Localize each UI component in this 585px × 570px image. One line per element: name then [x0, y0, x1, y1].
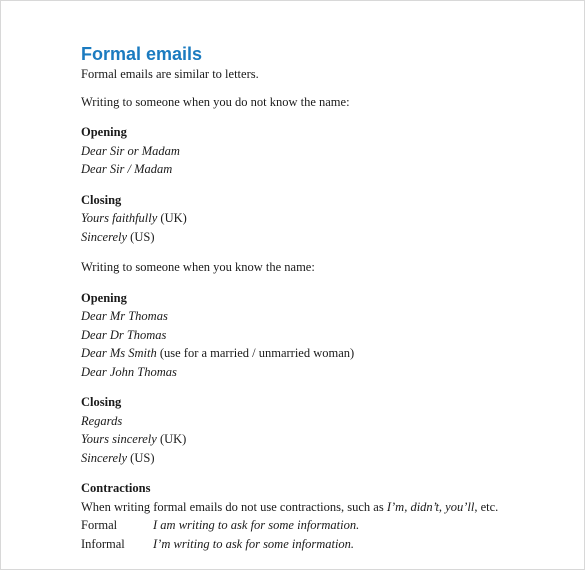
document-content	[81, 43, 551, 553]
section2-closing-item	[81, 430, 551, 449]
section2-opening-item	[81, 326, 551, 345]
section1-opening-item: Dear Sir or Madam	[81, 143, 180, 158]
intro-text: Formal emails are similar to letters.	[81, 67, 259, 81]
closing-note: (US)	[127, 450, 155, 465]
example-label: Formal	[81, 518, 118, 532]
example-label: Informal	[81, 536, 125, 551]
opening-note: (use for a married / unmarried woman)	[156, 346, 355, 360]
closing-phrase: Yours faithfully	[81, 211, 158, 225]
closing-phrase: Yours sincerely	[81, 432, 157, 446]
closing-phrase: Sincerely	[81, 450, 128, 465]
section2-closing-item	[81, 449, 551, 468]
contractions-lead-prefix: When writing formal emails do not use contractions, such as	[81, 499, 387, 514]
section1-opening-item: Dear Sir / Madam	[81, 162, 173, 176]
opening-phrase: Dear Ms Smith	[81, 346, 157, 360]
section1-closing-heading: Closing	[81, 192, 122, 207]
section2-opening-item	[81, 363, 551, 382]
section2-lead: Writing to someone when you know the name:	[81, 260, 315, 274]
section2-opening-item	[81, 307, 551, 326]
contraction-example-row	[81, 516, 551, 535]
closing-phrase: Sincerely	[81, 229, 128, 244]
opening-phrase: Dear Dr Thomas	[81, 327, 167, 342]
section1-closing-item	[81, 228, 551, 247]
contractions-lead	[81, 498, 551, 517]
section2-opening-heading: Opening	[81, 290, 127, 305]
contraction-example-row	[81, 535, 551, 554]
closing-note: (UK)	[157, 211, 187, 225]
closing-phrase: Regards	[81, 413, 123, 428]
contractions-examples: I’m, didn’t, you’ll	[386, 499, 475, 514]
section1-closing-item	[81, 209, 551, 228]
section2-closing-heading: Closing	[81, 395, 122, 409]
example-text: I am writing to ask for some information.	[153, 518, 360, 532]
section1-lead: Writing to someone when you do not know the name:	[81, 94, 350, 109]
contractions-lead-suffix: , etc.	[474, 499, 499, 514]
page-title: Formal emails	[81, 44, 203, 64]
section2-opening-item	[81, 344, 551, 363]
opening-phrase: Dear John Thomas	[81, 364, 177, 379]
section1-opening-heading: Opening	[81, 125, 127, 139]
section2-closing-item	[81, 412, 551, 431]
closing-note: (US)	[127, 229, 155, 244]
example-text: I’m writing to ask for some information.	[153, 536, 355, 551]
opening-phrase: Dear Mr Thomas	[81, 309, 168, 323]
closing-note: (UK)	[156, 432, 187, 446]
contractions-heading: Contractions	[81, 481, 151, 495]
